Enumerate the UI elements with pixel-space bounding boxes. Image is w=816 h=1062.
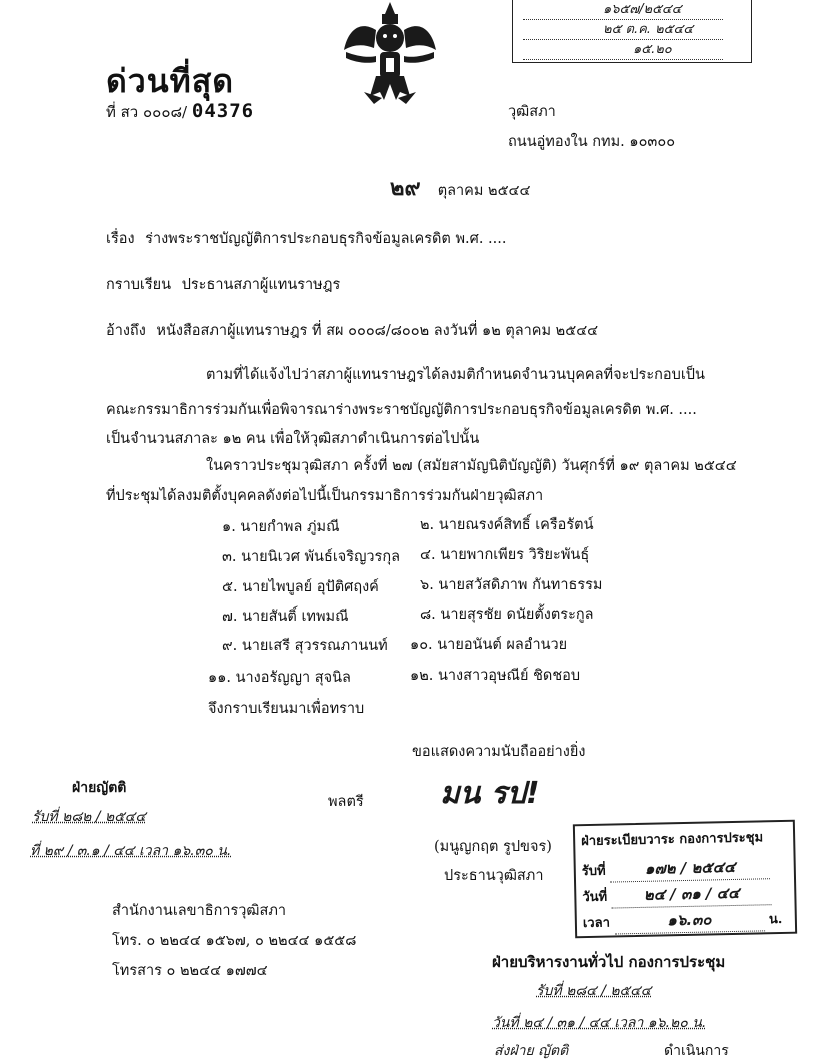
garuda-emblem xyxy=(340,0,440,108)
member-3: ๓. นายนิเวศ พันธ์เจริญวรกุล xyxy=(222,549,401,565)
admin-stamp-date: วันที่ ๒๔ / ๓๑ / ๔๔ เวลา ๑๖.๒๐ น. xyxy=(492,1015,707,1031)
body-p2-line1: ในคราวประชุมวุฒิสภา ครั้งที่ ๒๗ (สมัยสามัญนิติบัญญัติ) วันศุกร์ที่ ๑๙ ตุลาคม ๒๕๔๔ xyxy=(206,458,737,474)
agenda-receipt-stamp xyxy=(573,820,797,939)
agenda-stamp-rec-label: รับที่ xyxy=(581,863,606,880)
sender-address: ถนนอู่ทองใน กทม. ๑๐๓๐๐ xyxy=(508,134,676,150)
document-number-value: 04376 xyxy=(191,100,255,122)
member-1: ๑. นายกำพล ภู่มณี xyxy=(222,519,340,535)
member-6: ๖. นายสวัสดิภาพ กันทาธรรม xyxy=(420,577,603,593)
member-10: ๑๐. นายอนันต์ ผลอำนวย xyxy=(410,637,568,653)
signer-name: (มนูญกฤต รูปขจร) xyxy=(434,839,552,855)
office-name: สำนักงานเลขาธิการวุฒิสภา xyxy=(112,903,287,919)
left-stamp-date: ที่ ๒๙ / ๓.๑ / ๔๔ เวลา ๑๖.๓๐ น. xyxy=(30,843,232,859)
closing-inform: จึงกราบเรียนมาเพื่อทราบ xyxy=(208,701,365,717)
reference-line xyxy=(106,319,598,342)
closing-regards: ขอแสดงความนับถืออย่างยิ่ง xyxy=(412,744,586,760)
member-4: ๔. นายพากเพียร วิริยะพันธุ์ xyxy=(420,547,590,563)
agenda-stamp-date-value: ๒๔ / ๓๑ / ๔๔ xyxy=(611,880,771,908)
letter-date-day: ๒๙ xyxy=(390,176,421,201)
member-5: ๕. นายไพบูลย์ อุปัติศฤงค์ xyxy=(222,579,379,595)
top-receipt-stamp xyxy=(512,0,752,63)
letter-date-month-year: ตุลาคม ๒๕๔๔ xyxy=(437,183,531,199)
member-11: ๑๑. นางอรัญญา สุจนิล xyxy=(208,670,351,686)
urgent-heading: ด่วนที่สุด xyxy=(106,62,235,100)
agenda-stamp-time-value: ๑๖.๓๐ xyxy=(614,906,764,934)
agenda-stamp-title: ฝ่ายระเบียบวาระ กองการประชุม xyxy=(581,830,764,850)
member-8: ๘. นายสุรชัย ดนัยตั้งตระกูล xyxy=(420,607,594,623)
signature: มน รป! xyxy=(440,776,540,811)
member-7: ๗. นายสันติ์ เทพมณี xyxy=(222,609,349,625)
left-stamp-title: ฝ่ายญัตติ xyxy=(72,780,127,796)
body-p1-line1: ตามที่ได้แจ้งไปว่าสภาผู้แทนราษฎรได้ลงมติกำหนดจำนวนบุคคลที่จะประกอบเป็น xyxy=(206,367,705,383)
subject-line xyxy=(106,227,506,250)
subject-label: เรื่อง xyxy=(106,231,135,247)
recipient-line xyxy=(106,273,340,296)
recipient-text: ประธานสภาผู้แทนราษฎร xyxy=(181,277,341,293)
office-tel: โทร. ๐ ๒๒๔๔ ๑๕๖๗, ๐ ๒๒๔๔ ๑๕๕๘ xyxy=(112,933,357,949)
reference-label: อ้างถึง xyxy=(106,323,146,339)
member-12: ๑๒. นางสาวอุษณีย์ ชิดชอบ xyxy=(410,668,581,684)
member-2: ๒. นายณรงค์สิทธิ์ เครือรัตน์ xyxy=(420,517,594,533)
admin-stamp-send: ส่งฝ่าย ญัตติ xyxy=(494,1043,569,1059)
document-number xyxy=(106,100,254,124)
recipient-label: กราบเรียน xyxy=(106,277,172,293)
admin-stamp-action: ดำเนินการ xyxy=(664,1043,729,1059)
body-p1-line3: เป็นจำนวนสภาละ ๑๒ คน เพื่อให้วุฒิสภาดำเนินการต่อไปนั้น xyxy=(106,431,480,447)
agenda-stamp-time-label: เวลา xyxy=(582,915,611,932)
top-stamp-date: ๒๕ ต.ค. ๒๕๔๔ xyxy=(603,22,694,37)
reference-text: หนังสือสภาผู้แทนราษฎร ที่ สผ ๐๐๐๘/๘๐๐๒ ลงวันที่ ๑๒ ตุลาคม ๒๕๔๔ xyxy=(156,323,599,339)
admin-stamp-received: รับที่ ๒๘๔ / ๒๕๔๔ xyxy=(536,983,652,999)
signer-rank: พลตรี xyxy=(328,794,364,810)
subject-text: ร่างพระราชบัญญัติการประกอบธุรกิจข้อมูลเครดิต พ.ศ. .... xyxy=(145,231,507,247)
top-stamp-number: ๑๖๕๗/๒๕๔๔ xyxy=(603,2,682,17)
letter-date xyxy=(390,170,531,205)
agenda-stamp-rec-value: ๑๗๒ / ๒๕๔๔ xyxy=(610,854,770,882)
signer-title: ประธานวุฒิสภา xyxy=(444,868,544,884)
office-fax: โทรสาร ๐ ๒๒๔๔ ๑๗๗๔ xyxy=(112,963,268,979)
body-p1-line2: คณะกรรมาธิการร่วมกันเพื่อพิจารณาร่างพระราชบัญญัติการประกอบธุรกิจข้อมูลเครดิต พ.ศ. .... xyxy=(106,402,697,418)
member-9: ๙. นายเสรี สุวรรณภานนท์ xyxy=(222,638,388,654)
admin-stamp-title: ฝ่ายบริหารงานทั่วไป กองการประชุม xyxy=(492,953,726,971)
agenda-stamp-time-unit: น. xyxy=(768,911,783,928)
sender-org: วุฒิสภา xyxy=(508,104,556,120)
top-stamp-time: ๑๕.๒๐ xyxy=(633,42,672,57)
document-number-prefix: ที่ สว ๐๐๐๘/ xyxy=(106,103,188,121)
left-stamp-received: รับที่ ๒๘๒ / ๒๕๔๔ xyxy=(32,809,146,825)
body-p2-line2: ที่ประชุมได้ลงมติตั้งบุคคลดังต่อไปนี้เป็นกรรมาธิการร่วมกันฝ่ายวุฒิสภา xyxy=(106,488,544,504)
agenda-stamp-date-label: วันที่ xyxy=(582,889,608,906)
